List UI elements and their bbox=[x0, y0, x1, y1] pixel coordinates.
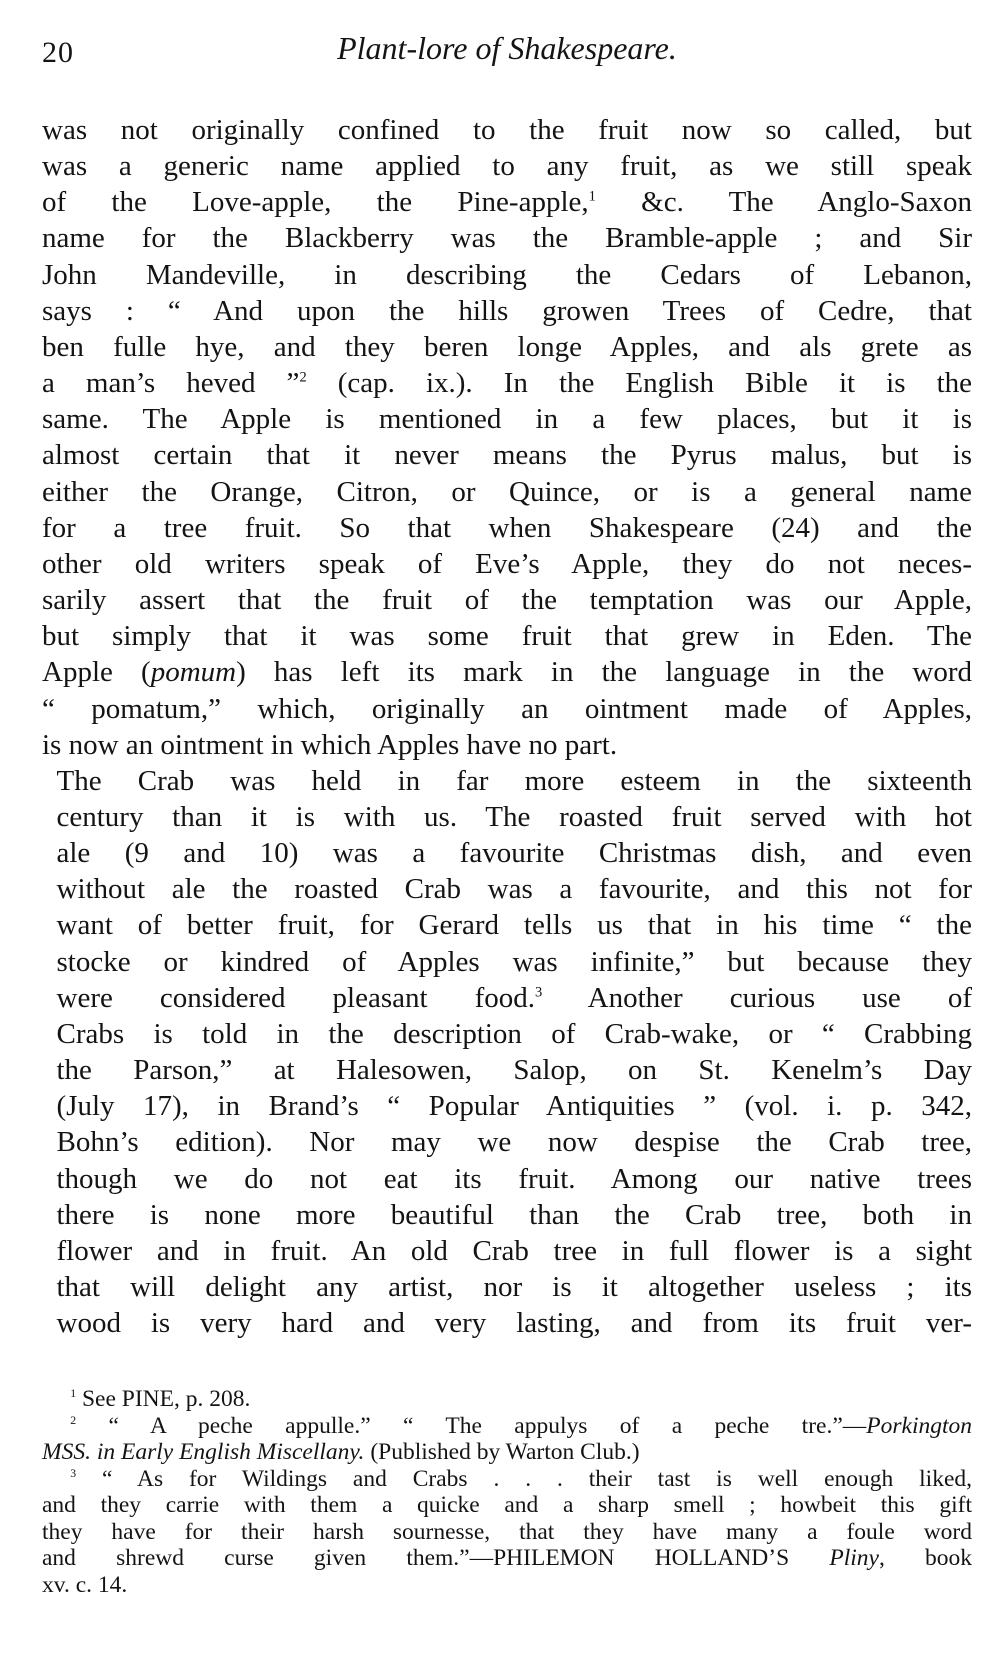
text-fragment: Another curious use of bbox=[542, 981, 972, 1014]
italic-source: Pliny bbox=[829, 1545, 879, 1572]
text-line: ale (9 and 10) was a favourite Christmas dish, and even bbox=[56, 837, 972, 870]
text-line: either the Orange, Citron, or Quince, or is a general name bbox=[42, 475, 972, 508]
text-line bbox=[42, 1413, 972, 1440]
text-line bbox=[42, 1545, 972, 1572]
footnote-3 bbox=[42, 1466, 972, 1599]
text-line: ben fulle hye, and they beren longe Apples, and als grete as bbox=[42, 330, 972, 363]
text-fragment: “ As for Wildings and Crabs . . . their tast is well enough liked, bbox=[101, 1465, 972, 1492]
text-line: John Mandeville, in describing the Cedars of Lebanon, bbox=[42, 258, 972, 291]
text-line bbox=[42, 184, 972, 220]
text-line bbox=[42, 980, 972, 1016]
text-line: and they carrie with them a quicke and a sharp smell ; howbeit this gift bbox=[42, 1492, 972, 1519]
text-line: they have for their harsh sournesse, that they have many a foule word bbox=[42, 1518, 972, 1545]
text-line: wood is very hard and very lasting, and from its fruit ver- bbox=[56, 1307, 972, 1340]
text-fragment: , book bbox=[878, 1545, 973, 1572]
text-line: Bohn’s edition). Nor may we now despise the Crab tree, bbox=[56, 1126, 972, 1159]
text-fragment: Apple ( bbox=[42, 656, 151, 689]
text-fragment: and shrewd curse given them.”—PHILEMON HOLLAND’S bbox=[42, 1545, 830, 1572]
text-line: though we do not eat its fruit. Among our native trees bbox=[56, 1162, 972, 1195]
text-line: want of better fruit, for Gerard tells us that in his time “ the bbox=[56, 909, 972, 942]
text-line: flower and in fruit. An old Crab tree in full flower is a sight bbox=[56, 1234, 972, 1267]
text-line: that will delight any artist, nor is it altogether useless ; its bbox=[56, 1271, 972, 1303]
footnote-number: 2 bbox=[70, 1413, 77, 1427]
footnote-number: 1 bbox=[70, 1387, 77, 1401]
text-line: Crabs is told in the description of Crab-wake, or “ Crabbing bbox=[56, 1017, 972, 1050]
text-line bbox=[42, 365, 972, 401]
text-fragment: ) has left its mark in the language in the word bbox=[236, 656, 972, 689]
text-line: is now an ointment in which Apples have no part. bbox=[42, 728, 618, 761]
italic-term: pomum bbox=[150, 656, 237, 689]
text-line bbox=[42, 1466, 972, 1493]
text-line: “ pomatum,” which, originally an ointment made of Apples, bbox=[42, 692, 972, 725]
footnote-marker: 3 bbox=[534, 984, 543, 1001]
paragraph-crab bbox=[42, 763, 972, 1342]
text-line: was not originally confined to the fruit now so called, but bbox=[42, 114, 972, 146]
footnote-number: 3 bbox=[70, 1466, 77, 1480]
text-line bbox=[42, 654, 972, 690]
text-line: other old writers speak of Eve’s Apple, they do not neces- bbox=[42, 547, 972, 580]
text-line: without ale the roasted Crab was a favourite, and this not for bbox=[56, 873, 972, 906]
text-fragment: (Published by Warton Club.) bbox=[364, 1439, 640, 1466]
text-line: same. The Apple is mentioned in a few places, but it is bbox=[42, 403, 972, 436]
footnote-2 bbox=[42, 1413, 972, 1466]
footnote-marker: 2 bbox=[299, 369, 307, 386]
text-fragment: “ A peche appulle.” “ The appulys of a peche tre.”— bbox=[108, 1412, 867, 1439]
text-line: (July 17), in Brand’s “ Popular Antiquities ” (vol. i. p. 342, bbox=[56, 1090, 972, 1123]
footnote-marker: 1 bbox=[588, 188, 596, 205]
text-line: almost certain that it never means the Pyrus malus, but is bbox=[42, 439, 972, 472]
italic-source: Porkington bbox=[866, 1412, 973, 1439]
text-line: was a generic name applied to any fruit, as we still speak bbox=[42, 150, 972, 183]
paragraph-apple bbox=[42, 112, 972, 763]
text-line: The Crab was held in far more esteem in the sixteenth bbox=[56, 764, 972, 797]
text-fragment: of the Love-apple, the Pine-apple, bbox=[42, 186, 589, 219]
text-line: name for the Blackberry was the Bramble-apple ; and Sir bbox=[42, 222, 972, 255]
body-text bbox=[42, 112, 972, 1341]
footnote-text: See PINE, p. 208. bbox=[81, 1386, 251, 1413]
italic-source: MSS. in Early English Miscellany. bbox=[42, 1439, 365, 1466]
book-page bbox=[42, 30, 972, 1640]
text-fragment: &c. The Anglo-Saxon bbox=[595, 186, 972, 219]
text-fragment: a man’s heved ” bbox=[42, 367, 300, 400]
text-line: sarily assert that the fruit of the temptation was our Apple, bbox=[42, 584, 972, 617]
running-title: Plant-lore of Shakespeare. bbox=[337, 30, 677, 66]
text-line: century than it is with us. The roasted fruit served with hot bbox=[56, 800, 972, 833]
text-line: there is none more beautiful than the Crab tree, both in bbox=[56, 1198, 972, 1231]
text-line: xv. c. 14. bbox=[42, 1571, 128, 1598]
text-line: says : “ And upon the hills growen Trees of Cedre, that bbox=[42, 294, 972, 327]
text-fragment: (cap. ix.). In the English Bible it is the bbox=[306, 367, 972, 400]
footnotes bbox=[42, 1386, 972, 1598]
footnote-1 bbox=[42, 1386, 972, 1413]
text-line: the Parson,” at Halesowen, Salop, on St. Kenelm’s Day bbox=[56, 1054, 972, 1087]
page-header bbox=[42, 30, 972, 78]
text-line: but simply that it was some fruit that grew in Eden. The bbox=[42, 620, 972, 653]
text-line bbox=[42, 1439, 972, 1466]
text-line: for a tree fruit. So that when Shakespeare (24) and the bbox=[42, 511, 972, 544]
text-fragment: were considered pleasant food. bbox=[56, 981, 535, 1014]
text-line: stocke or kindred of Apples was infinite,” but because they bbox=[56, 945, 972, 978]
page-number: 20 bbox=[42, 36, 74, 69]
